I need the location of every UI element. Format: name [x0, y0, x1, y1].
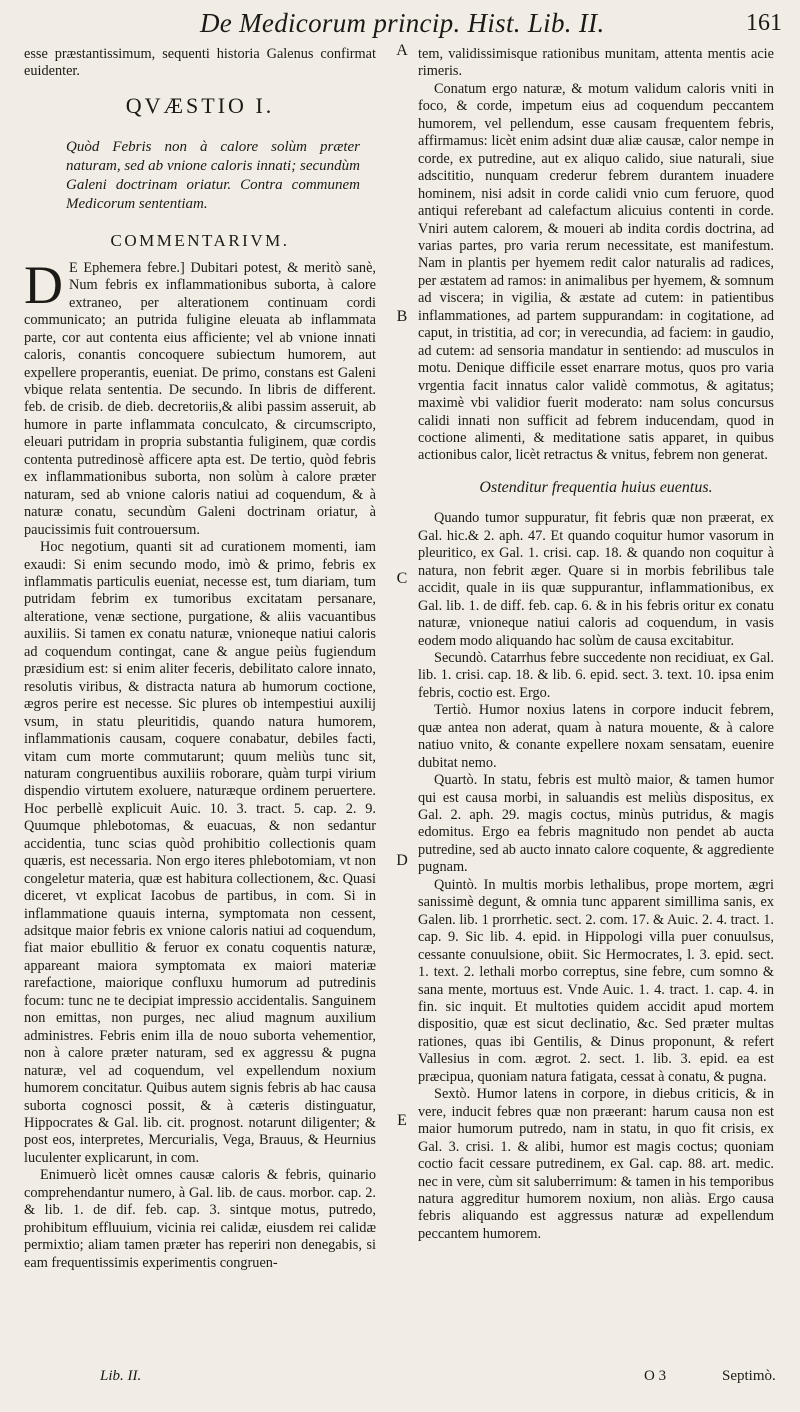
running-head — [0, 8, 800, 44]
right-paragraph-2: Quando tumor suppuratur, fit febris quæ non præerat, ex Gal. hic.& 2. aph. 47. Et quando coquitur humor vasorum in pleuritico, ex Gal. 1. crisi. cap. 18. & quando non coquitur à natura, non febrit æger. Quare si in morbis febrilibus tale accidit, quale in iis quæ suppurantur, inflammationibus, ex Gal. lib. 1. de diff. feb. cap. 6. & in his febris oritur ex conatu naturæ, vnioneque natiui caloris ad coquendum, in vasis eodem modo aliquando hac solùm de causa excitabitur. — [418, 510, 774, 649]
right-paragraph-7: Sextò. Humor latens in corpore, in diebus criticis, & in vere, inducit febres quæ non præerant: harum causa non est maior humorum putredo, nam in statu, in quo fit crisis, ex Gal. 3. crisi. 1. & alibi, humor est magis coctus; quoniam coctio facit cessare putredinem, ex Gal. cap. 88. art. medic. nec in vere, cùm sit saluberrimum: & tamen in his temporibus natura aggreditur humorem noxium, non aliàs. Ergo causa febris aliquando est aggressus naturæ ad expellendum peccantem humorem. — [418, 1086, 774, 1242]
left-carry-over: esse præstantissimum, sequenti historia Galenus confirmat euidenter. — [24, 46, 376, 80]
margin-letter-c: C — [396, 570, 408, 587]
right-paragraph-3: Secundò. Catarrhus febre succedente non recidiuat, ex Gal. lib. 1. crisi. cap. 18. & lib. 6. epid. sect. 3. text. 10. ipsa enim febris, coctio est. Ergo. — [418, 649, 774, 701]
right-paragraph-1: Conatum ergo naturæ, & motum validum caloris vniti in foco, & corde, impetum eius ad coquendum peccantem humorem, vel pellendum, esse causam frequentem febris, affirmamus: licèt enim adsint duæ aliæ causæ, calor nempe in corde, ex putredine, aut ex aliquo calido, siue naturali, siue adscititio, nunquam crederur febrem durantem inuadere hominem, nisi adsit in corde calidi vnio cum feruore, quod antiqui referebant ad calefactum alicuius contenti in corde. Vniri autem calorem, & moueri ab indita cordis doctrina, ad varias partes, pro varia rerum necessitate, est manifestum. Nam in plantis per hyemem redit calor naturalis ad radices, per æstatem ad ramos: in animalibus per hyemem, & somnum ad viscera; in vigilia, & æstate ad cutem: in patientibus inflammationes, ad partem suppurandam: in cogitatione, ad caput, in tristitia, ad cor; in verecundia, ad faciem: in gaudio, ad cutem: ad sensoria mandatur in sentiendo: ad musculos in motu. Denique difficile esset enarrare motus, quos pro varia vrgentia facit innatus calor validè commotus, & agitatus; maximè vbi validior fuerit moderato: nam solus concursus calidi innati non sufficit ad febrem inducendam, quod in coctione alimenti, & meditatione satis apparet, in quibus actionibus calor, licèt retractus & vnitus, febrem non generat. — [418, 80, 774, 464]
section-heading: Ostenditur frequentia huius euentus. — [479, 478, 713, 496]
question-subtitle: Quòd Febris non à calore solùm præter naturam, sed ab vnione caloris innati; secundùm Galeni doctrinam oriatur. Contra communem Medicorum sententiam. — [66, 139, 360, 213]
right-paragraph-4: Tertiò. Humor noxius latens in corpore inducit febrem, quæ antea non aderat, quam à natura mouente, & à calore natiuo vnito, & conante expellere noxam sensatam, euenire dubitat nemo. — [418, 702, 774, 771]
footer-catchword: Septimò. — [722, 1368, 776, 1384]
margin-letter-e: E — [397, 1112, 407, 1129]
right-column — [418, 46, 774, 1243]
right-paragraph-6: Quintò. In multis morbis lethalibus, prope mortem, ægri sanissimè degunt, & omnia tunc apparent simillima sanis, ex Galen. lib. 1 prorrhetic. sect. 2. com. 17. & Auic. 2. 4. tract. 1. cap. 9. Sic lib. 4. epid. in Hippologi villa puer conuulsus, cessante conuulsione, obiit. Sic Hermocrates, l. 3. epid. sect. 1. text. 2. lethali morbo correptus, sine febre, cum somno & sana mente, mortuus est. Vnde Auic. 1. 4. tract. 1. cap. 4. in fin. sic inquit. Et multoties quidem accidit apud mortem dispositio, quæ est sicut declinatio, &c. Sed præter multas rationes, quas ibi Gentilis, & Dinus proponunt, & refert Vallesius in com. ægrot. 2. sect. 1. lib. 3. epid. ea est præcipua, quoniam natura fatigata, cessat à conatu, & pugna. — [418, 876, 774, 1085]
commentary-heading: COMMENTARIVM. — [110, 231, 290, 251]
commentary-paragraph-2: Hoc negotium, quanti sit ad curationem momenti, iam exaudi: Si enim secundo modo, imò & primo, febris ex inflammatis particulis eueniat, necesse est, tum diariam, tum putridam febrim ex tumoribus excitatam persanare, alteratione, venæ sectione, purgatione, & aliis vacuantibus auxiliis. Si tamen ex conatu naturæ, vnioneque natiui caloris ad coquendum contingat, cane & angue peiùs fugiendum præsidium est: si enim aliter feceris, debilitato calore innato, resolutis viribus, & distracta natura ab humorum coctione, ægros perire est necesse. Sic plures ob intempestiui auxilij vsum, in statu pleuritidis, quando natura humorem, inflammationis causam, coquere conabatur, debiles facti, vitam cum morte commutarunt; quum meliùs tunc sit, naturam congruentibus auxiliis roborare, quàm turpi virium dispendio virtutem exoluere, naturæque ordinem peruertere. Hoc perbellè explicuit Auic. 10. 3. tract. 5. cap. 2. 9. Quumque phlebotomas, & euacuas, & non sedantur accidentia, tunc scias quòd prohibitio collectionis quam quæris, est necessaria. Non ergo iteres phlebotomiam, vt non congeletur materia, quæ est habitura collectionem, &c. Quasi diceret, vt explicat Iacobus de partibus, in com. Si in inflammatione quauis interna, symptomata non cessent, adsitque maior febris ex vnione caloris natiui ad coquendum, fiat maior ebullitio & feruor ex conatu coquentis naturæ, appareant maiora symptomata ex maiori materiæ rarefactione, maiorique confluxu humorum ad putredinis focum: tunc ne te decipiat impressio accidentalis. Sanguinem non emittas, non purges, nec aliud magnum auxilium administres. Febris enim illa de nouo suborta vehementior, non à calore præter naturam, sed ex aggressu & pugna naturæ, vel ad coquendum, vel expellendum noxium humorem concitatur. Quibus autem signis febris ab hac causa suborta cognosci possit, & à cæteris distinguatur, Hippocrates & Gal. lib. cit. prognost. notarunt diligenter; & post eos, interpretes, Mercurialis, Vega, Brauus, & Heurnius luculenter explicarunt, in com. — [24, 539, 376, 1166]
margin-letter-b: B — [396, 308, 408, 325]
commentary-paragraph-1 — [24, 254, 376, 539]
page-number: 161 — [746, 10, 782, 36]
right-carry-over: tem, validissimisque rationibus munitam, attenta mentis acie rimeris. — [418, 46, 774, 80]
left-column — [24, 46, 376, 1272]
margin-letter-a: A — [396, 42, 408, 59]
footer-signature: O 3 — [644, 1368, 667, 1384]
drop-cap: D — [24, 254, 63, 315]
commentary-paragraph-1-text: E Ephemera febre.] Dubitari potest, & meritò sanè, Num febris ex inflammationibus suborta, à calore extraneo, per alterationem continuam cordi communicato; an putrida fuligine eleuata ab inflammata parte, cor aut contenta eius afficiente; vel ab vnione innati caloris, conantis concoquere subiectum humorem, aut expellere properantis, eueniat. De primo, constans est Galeni vbique relata sententia. De secundo. In libris de different. feb. de crisib. de dieb. decretoriis,& alibi passim asseruit, ab humore in parte inflammata conculcato, & circumscripto, eleuari putridam in propria substantia fuliginem, quæ cordis contenta putredinosè afficere apta est. De tertio, quòd febris ex inflammationibus suborta, non solùm à calore præter naturam, sed ab vnione caloris natiui ad coquendum, & à naturæ conatu, secundùm Galeni doctrinam oriatur, à paucissimis fuit controuersum. — [24, 259, 376, 538]
footer-book-label: Lib. II. — [100, 1368, 142, 1384]
running-title: De Medicorum princip. Hist. Lib. II. — [200, 8, 605, 38]
commentary-paragraph-3: Enimuerò licèt omnes causæ caloris & febris, quinario comprehendantur numero, à Gal. lib. de caus. morbor. cap. 2. & lib. 1. de dif. feb. cap. 3. sintque motus, putredo, prohibitum effluuium, vicinia rei calidæ, eiusdem rei calidæ permixtio; aliam tamen præter has reperiri non denegabis, si eam frequentissimis experimentis congruen- — [24, 1167, 376, 1271]
right-paragraph-5: Quartò. In statu, febris est multò maior, & tamen humor qui est causa morbi, in saluandis est meliùs dispositus, ex Gal. 2. aph. 29. magis coctus, minùs putridus, & magis edomitus. Ergo ea febris magnitudo non pendet ab aucta putredine, sed ab aucto innato calore coquente, & aggrediente pugnam. — [418, 772, 774, 876]
question-title: QVÆSTIO I. — [125, 92, 275, 118]
margin-letter-d: D — [396, 852, 408, 869]
